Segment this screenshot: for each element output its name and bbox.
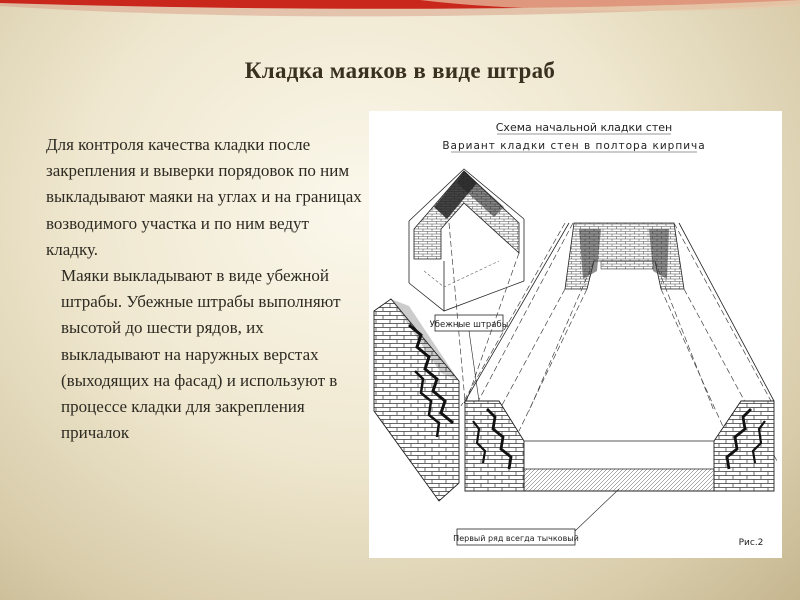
body-paragraph-1: Для контроля качества кладки после закрепления и выверки порядовок по ним выкладывают маяки на углах и на границах возводимого участка и по ним ведут кладку.: [46, 135, 362, 259]
figure-subheading: Вариант кладки стен в полтора кирпича: [442, 140, 706, 152]
slide-title: Кладка маяков в виде штраб: [244, 58, 556, 83]
slide-body: [46, 132, 362, 446]
decorative-top-band: [0, 0, 800, 60]
back-wall: [565, 223, 684, 289]
brickwork-diagram: [369, 111, 782, 558]
figure-heading: Схема начальной кладки стен: [495, 121, 673, 134]
figure-caption: Рис.2: [738, 538, 764, 548]
label-stepped-toothing: Убежные штрабы: [429, 320, 509, 330]
body-paragraph-2: Маяки выкладывают в виде убежной штрабы. Убежные штрабы выполняют высотой до шести рядов, их выкладывают на наружных верстах (выходящих на фасад) и используют в процессе кладки для закрепления причалок: [61, 266, 341, 443]
label-first-row: Первый ряд всегда тычковый: [453, 534, 579, 543]
front-wall: [465, 401, 774, 491]
corner-detail: [409, 169, 524, 311]
